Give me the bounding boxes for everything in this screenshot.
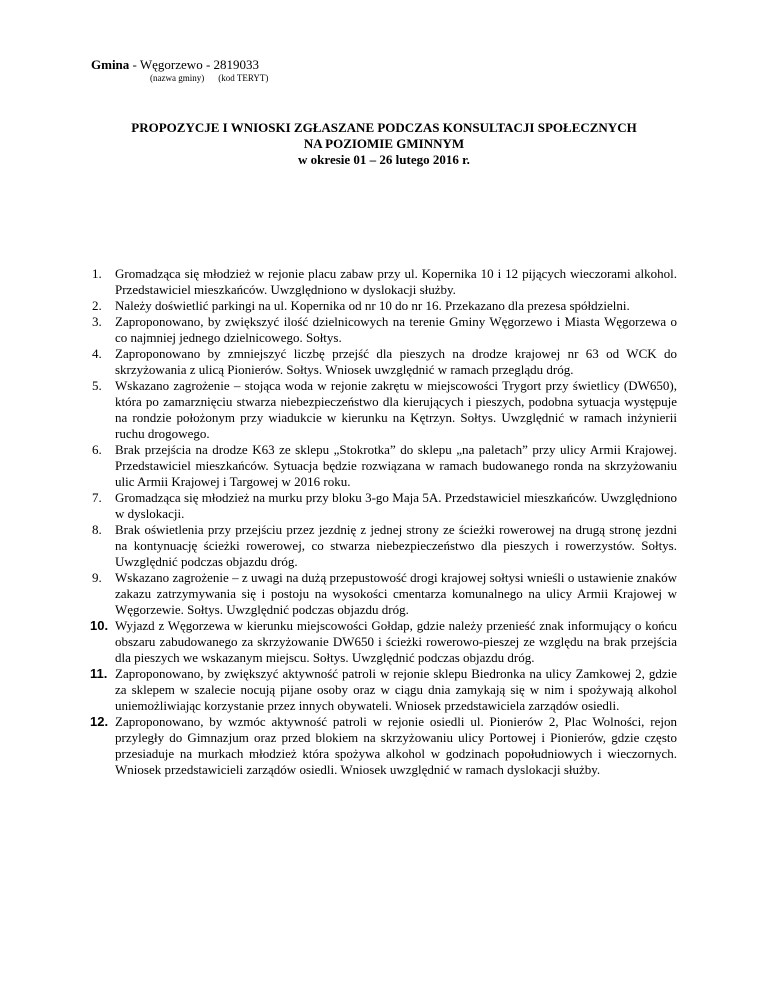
list-item	[92, 714, 677, 778]
list-item	[92, 298, 677, 314]
item-number: 12.	[90, 714, 109, 729]
item-text: Zaproponowano, by zwiększyć aktywność patroli w rejonie sklepu Biedronka na ulicy Zamkowej 2, gdzie za sklepem w szalecie nocują pijane osoby oraz w ciągu dnia zamykają się w nim i spożywają alkohol uniemożliwiając korzystanie przez innych obywateli. Wniosek przedstawiciela zarządów osiedli.	[115, 666, 677, 713]
item-number: 4.	[92, 346, 102, 361]
item-text: Zaproponowano, by zwiększyć ilość dzielnicowych na terenie Gminy Węgorzewo i Miasta Węgorzewa o co najmniej jednego dzielnicowego. Sołtys.	[115, 314, 677, 345]
item-text: Gromadząca się młodzież w rejonie placu zabaw przy ul. Kopernika 10 i 12 pijących wieczorami alkohol. Przedstawiciel mieszkańców. Uwzględniono w dyslokacji służby.	[115, 266, 677, 297]
list-item	[92, 570, 677, 618]
list-item	[92, 314, 677, 346]
item-text: Należy doświetlić parkingi na ul. Kopernika od nr 10 do nr 16. Przekazano dla prezesa spółdzielni.	[115, 298, 630, 313]
item-number: 5.	[92, 378, 102, 393]
gmina-label: Gmina	[91, 57, 130, 72]
item-number: 3.	[92, 314, 102, 329]
list-item	[92, 378, 677, 442]
item-text: Brak przejścia na drodze K63 ze sklepu „Stokrotka” do sklepu „na paletach” przy ulicy Armii Krajowej. Przedstawiciel mieszkańców. Sytuacja będzie rozwiązana w ramach budowanego ronda na skrzyżowaniu ulic Armii Krajowej i Targowej w 2016 roku.	[115, 442, 677, 489]
item-text: Zaproponowano by zmniejszyć liczbę przejść dla pieszych na drodze krajowej nr 63 od WCK do skrzyżowania z ulicą Pionierów. Sołtys. Wniosek uwzględnić w ramach przeglądu dróg.	[115, 346, 677, 377]
item-text: Zaproponowano, by wzmóc aktywność patroli w rejonie osiedli ul. Pionierów 2, Plac Wolności, rejon przyległy do Gimnazjum oraz przed blokiem na skrzyżowaniu ulicy Portowej i Pionierów, gdzie często przesiaduje na murkach młodzież która spożywa alkohol w godzinach popołudniowych i wieczornych. Wniosek przedstawicieli zarządów osiedli. Wniosek uwzględnić w ramach dyslokacji służby.	[115, 714, 677, 777]
list-item	[92, 666, 677, 714]
list-item	[92, 490, 677, 522]
item-number: 1.	[92, 266, 102, 281]
item-number: 7.	[92, 490, 102, 505]
item-number: 10.	[90, 618, 109, 633]
header-captions	[150, 73, 268, 84]
item-number: 11.	[90, 666, 108, 681]
list-item	[92, 522, 677, 570]
gmina-name-teryt: - Węgorzewo - 2819033	[129, 57, 260, 72]
item-text: Wskazano zagrożenie – z uwagi na dużą przepustowość drogi krajowej sołtysi wnieśli o ustawienie znaków zakazu zatrzymywania się i postoju na wysokości cmentarza komunalnego na ulicy Armii Krajowej w Węgorzewie. Sołtys. Uwzględnić podczas objazdu dróg.	[115, 570, 677, 617]
document-title	[60, 120, 708, 168]
list-item	[92, 346, 677, 378]
item-text: Wyjazd z Węgorzewa w kierunku miejscowości Gołdap, gdzie należy przenieść znak informujący o końcu obszaru zabudowanego za skrzyżowanie DW650 i ścieżki rowerowo-pieszej ze względu na brak przejścia dla pieszych we wskazanym miejscu. Sołtys. Uwzględnić podczas objazdu dróg.	[115, 618, 677, 665]
item-number: 9.	[92, 570, 102, 585]
proposals-list	[92, 266, 677, 778]
item-text: Brak oświetlenia przy przejściu przez jezdnię z jednej strony ze ścieżki rowerowej na drugą stronę jezdni na kontynuację ścieżki rowerowej, co stwarza niebezpieczeństwo dla pieszych i rowerzystów. Sołtys. Uwzględnić podczas objazdu dróg.	[115, 522, 677, 569]
item-number: 6.	[92, 442, 102, 457]
title-line-1: PROPOZYCJE I WNIOSKI ZGŁASZANE PODCZAS KONSULTACJI SPOŁECZNYCH	[131, 120, 637, 135]
list-item	[92, 618, 677, 666]
list-item	[92, 266, 677, 298]
gmina-name-caption: (nazwa gminy)	[150, 73, 205, 83]
title-line-2: NA POZIOMIE GMINNYM	[303, 136, 465, 151]
item-number: 2.	[92, 298, 102, 313]
teryt-caption: (kod TERYT)	[218, 73, 269, 83]
item-text: Wskazano zagrożenie – stojąca woda w rejonie zakrętu w miejscowości Trygort przy świetlicy (DW650), która po zamarznięciu stwarza niebezpieczeństwo dla kierujących i pieszych, podobna sytuacja występuje na rondzie położonym przy wiadukcie w kierunku na Kętrzyn. Sołtys. Uwzględnić w ramach inżynierii ruchu drogowego.	[115, 378, 677, 441]
title-line-3: w okresie 01 – 26 lutego 2016 r.	[298, 152, 470, 167]
gmina-header	[91, 57, 259, 73]
list-item	[92, 442, 677, 490]
item-number: 8.	[92, 522, 102, 537]
item-text: Gromadząca się młodzież na murku przy bloku 3-go Maja 5A. Przedstawiciel mieszkańców. Uwzględniono w dyslokacji.	[115, 490, 677, 521]
